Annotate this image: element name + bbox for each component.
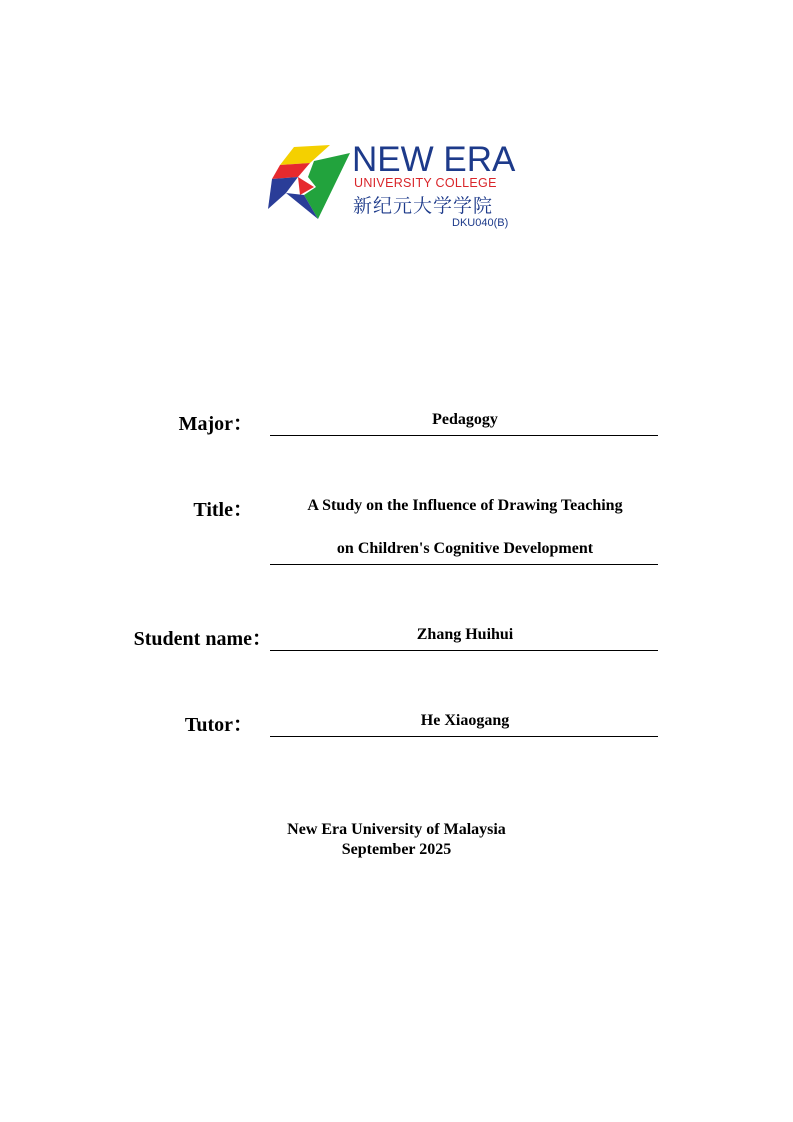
major-value: Pedagogy: [432, 411, 498, 428]
logo-name: NEW ERA: [352, 140, 516, 179]
student-label-clip: [132, 622, 272, 652]
student-name-value: Zhang Huihui: [416, 626, 514, 643]
tutor-value: He Xiaogang: [420, 712, 510, 729]
logo-emblem: [268, 143, 352, 223]
submission-date: September 2025: [341, 841, 452, 858]
title-underline: [270, 564, 658, 565]
logo-chinese-name: 新纪元大学学院: [353, 195, 494, 217]
university-logo: [268, 140, 528, 235]
tutor-underline: [270, 736, 658, 737]
major-label: Major：: [178, 413, 253, 435]
logo-subtitle: UNIVERSITY COLLEGE: [354, 176, 497, 190]
thesis-title-line-2: on Children's Cognitive Development: [336, 540, 594, 557]
institution-name: New Era University of Malaysia: [287, 821, 506, 838]
thesis-title-line-1: A Study on the Influence of Drawing Teaching: [307, 497, 623, 514]
tutor-label: Tutor：: [184, 714, 253, 736]
title-label: Title：: [193, 499, 253, 521]
major-underline: [270, 435, 658, 436]
logo-registration-code: DKU040(B): [452, 217, 509, 229]
student-name-label: Student name：: [133, 628, 272, 650]
student-name-underline: [270, 650, 658, 651]
